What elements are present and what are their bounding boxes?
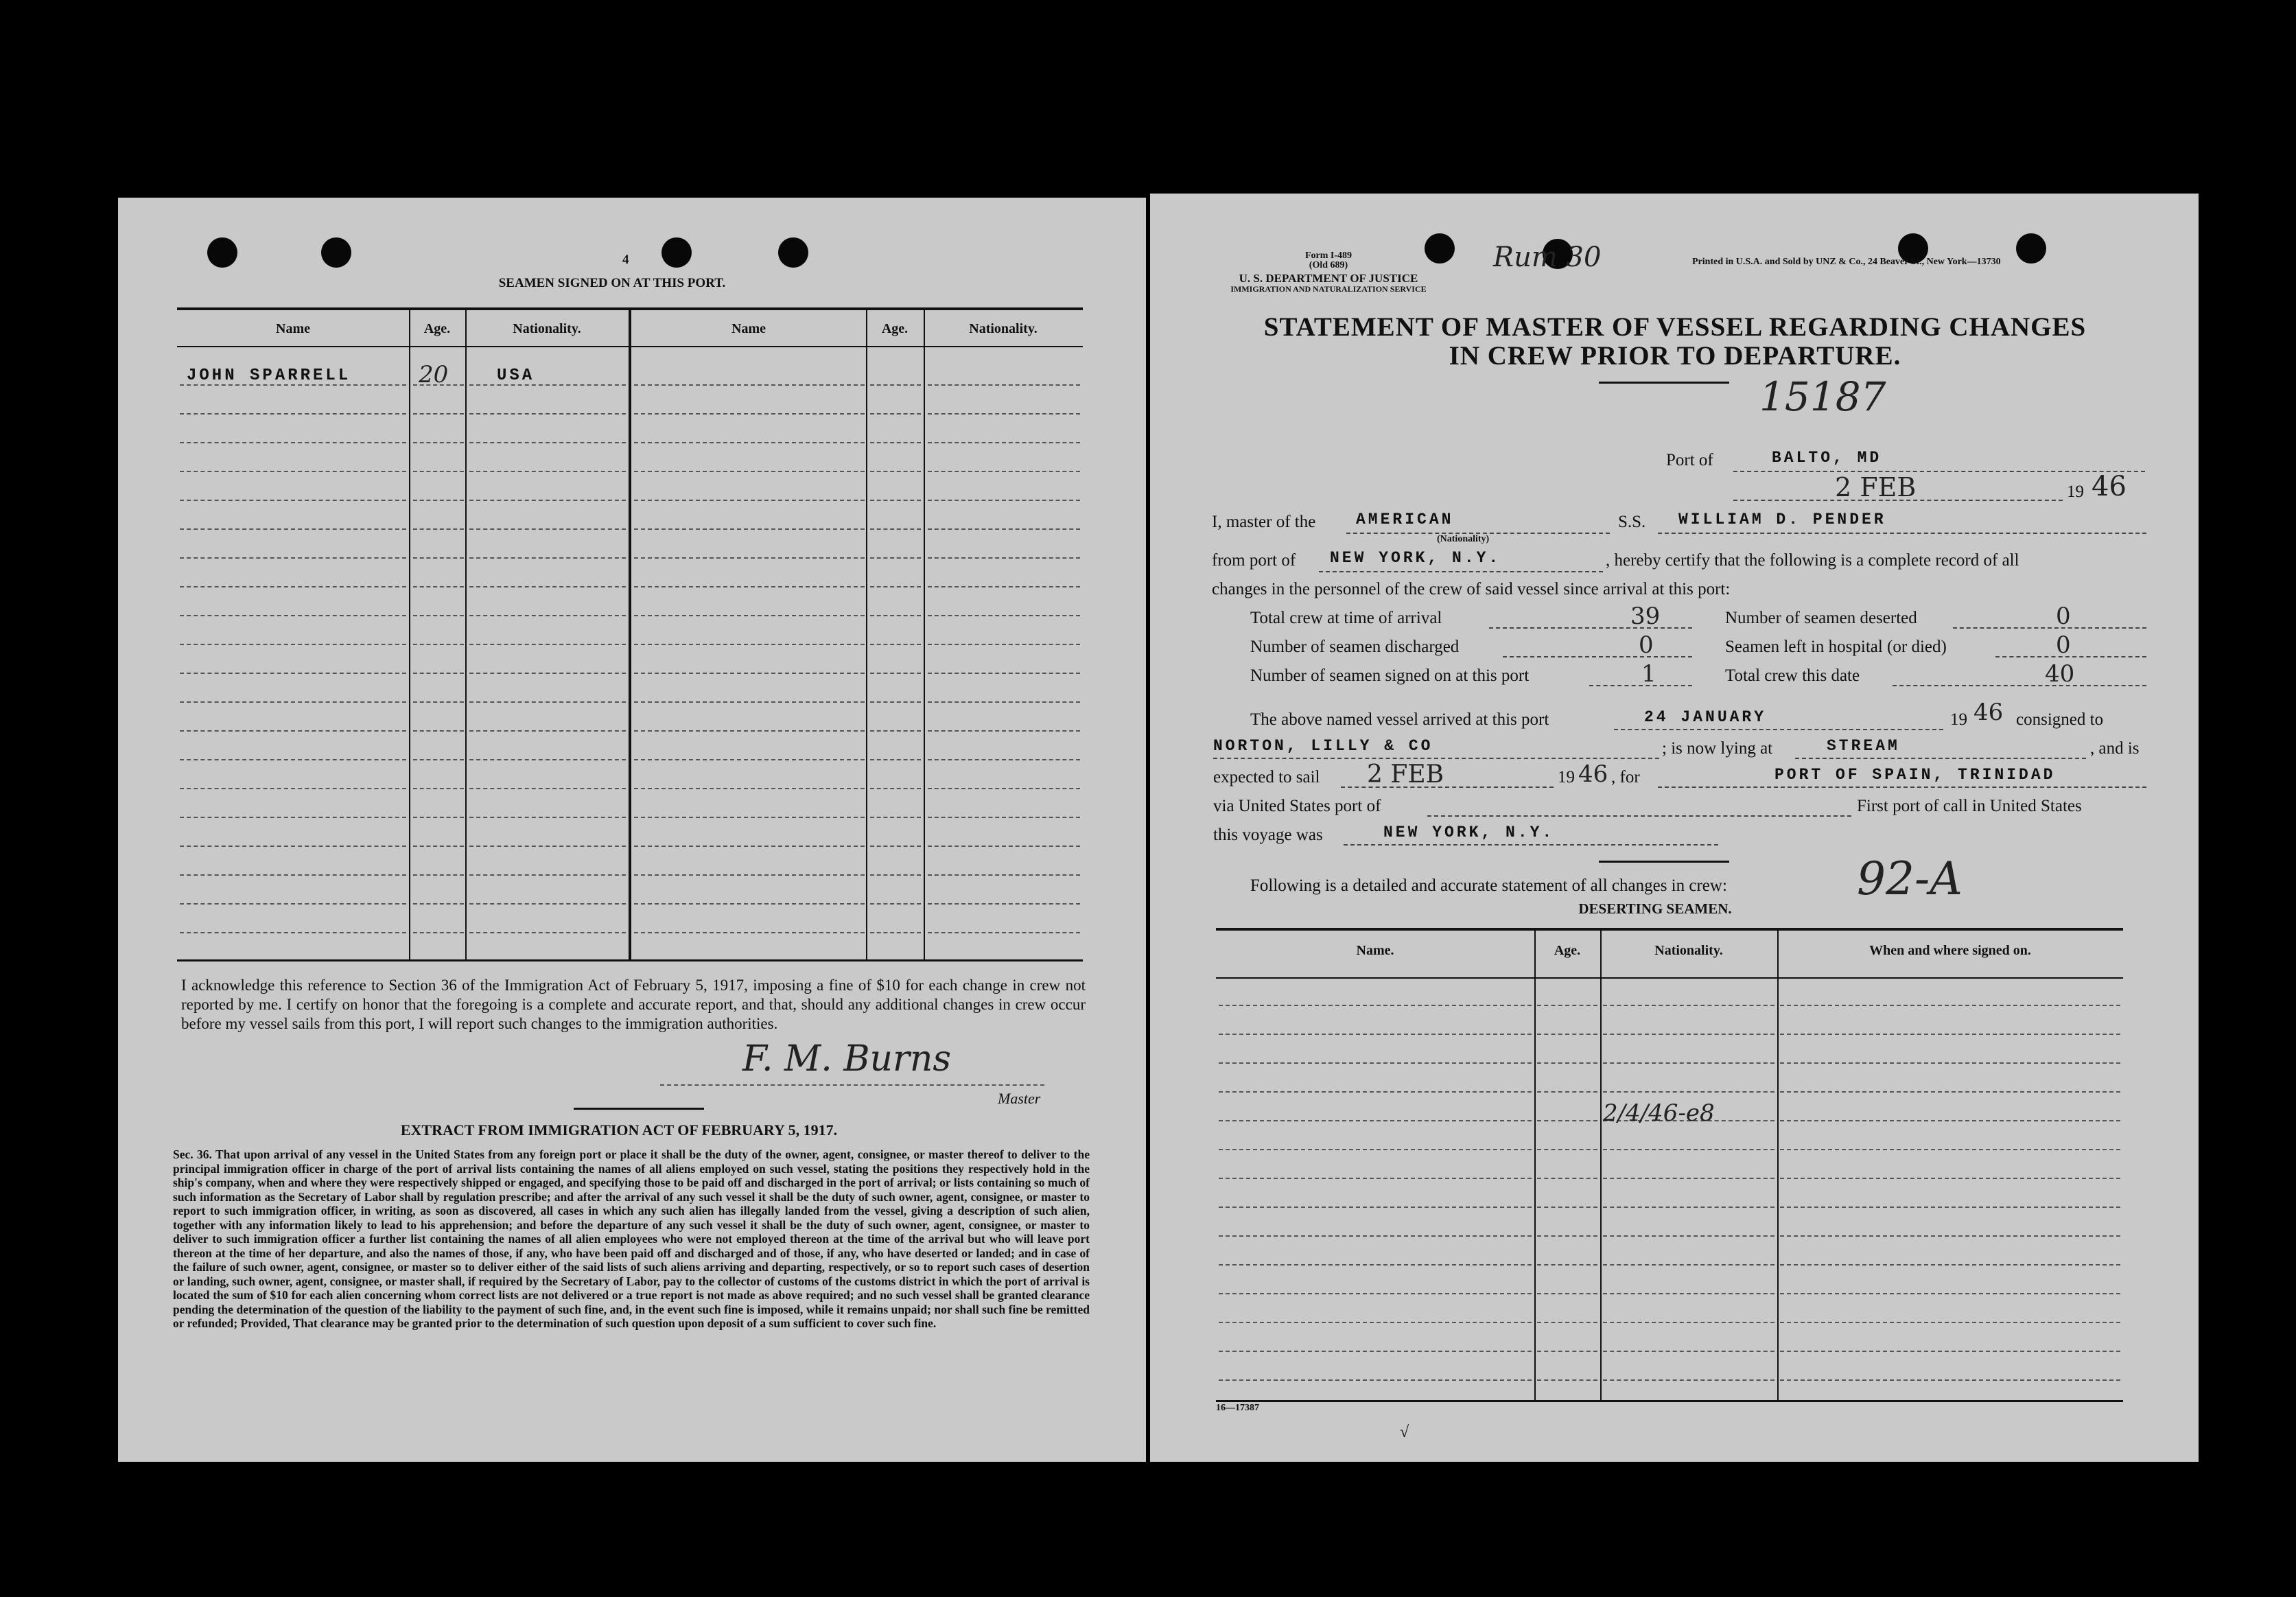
column-divider <box>866 310 867 959</box>
stat-label-arrival: Total crew at time of arrival <box>1250 609 1442 627</box>
destination-value: PORT OF SPAIN, TRINIDAD <box>1774 766 2056 784</box>
row-line <box>634 500 865 501</box>
divider-rule <box>574 1108 704 1110</box>
stat-value-deserted: 0 <box>2056 603 2071 630</box>
row-name: JOHN SPARRELL <box>187 366 351 385</box>
row-line <box>1780 1351 2120 1352</box>
row-line <box>1219 1062 1532 1064</box>
col-header-age: Age. <box>423 321 451 336</box>
col-header-name-2: Name <box>731 321 766 336</box>
row-line <box>634 442 865 443</box>
row-line <box>469 384 626 386</box>
stat-fill-line <box>1995 656 2146 657</box>
stat-label-signed-on: Number of seamen signed on at this port <box>1250 666 1530 685</box>
row-line <box>1537 1322 1597 1323</box>
lying-value: STREAM <box>1827 737 1900 755</box>
row-line <box>469 817 626 818</box>
row-line <box>634 615 865 616</box>
row-line <box>634 817 865 818</box>
row-line <box>870 903 921 905</box>
deserting-col-age: Age. <box>1554 943 1581 958</box>
row-line <box>1780 1034 2120 1035</box>
row-line <box>928 903 1080 905</box>
row-line <box>1537 1149 1597 1150</box>
stat-label-deserted: Number of seamen deserted <box>1725 609 1917 627</box>
row-line <box>180 528 406 530</box>
left-page <box>118 198 1146 1462</box>
handwritten-code: 92-A <box>1857 852 1963 905</box>
signature-title: Master <box>998 1090 1041 1107</box>
stat-value-arrival: 39 <box>1630 603 1661 630</box>
col-header-name: Name <box>276 321 310 336</box>
row-line <box>180 730 406 732</box>
row-line <box>1780 1322 2120 1323</box>
row-line <box>469 701 626 703</box>
following-text: Following is a detailed and accurate statement of all changes in crew: <box>1250 876 1727 895</box>
master-signature: F. M. Burns <box>742 1038 952 1080</box>
row-line <box>928 615 1080 616</box>
row-line <box>469 471 626 472</box>
row-line <box>413 615 464 616</box>
row-line <box>928 874 1080 876</box>
row-line <box>1219 1235 1532 1237</box>
row-line <box>180 471 406 472</box>
port-fill-line <box>1733 471 2145 472</box>
row-line <box>1219 1207 1532 1208</box>
row-line <box>469 759 626 760</box>
form-title-line1: STATEMENT OF MASTER OF VESSEL REGARDING CHANGES <box>1263 312 2087 342</box>
row-line <box>180 759 406 760</box>
row-line <box>928 644 1080 645</box>
arrived-fill-line <box>1614 729 1943 730</box>
ss-label: S.S. <box>1618 513 1646 531</box>
row-line <box>180 586 406 587</box>
row-line <box>413 846 464 847</box>
row-line <box>870 413 921 415</box>
punch-hole <box>2016 233 2046 264</box>
row-line <box>413 673 464 674</box>
row-line <box>1780 1178 2120 1179</box>
row-line <box>1537 1351 1597 1352</box>
row-line <box>1537 1034 1597 1035</box>
deserting-col-name: Name. <box>1356 943 1394 958</box>
row-line <box>413 788 464 789</box>
row-line <box>870 557 921 559</box>
row-line <box>413 442 464 443</box>
column-divider <box>924 310 925 959</box>
row-line <box>413 384 464 386</box>
row-line <box>469 557 626 559</box>
row-line <box>1603 1235 1774 1237</box>
handwritten-top-note: Rum 30 <box>1493 242 1602 273</box>
row-line <box>634 673 865 674</box>
row-line <box>1603 1322 1774 1323</box>
row-line <box>1780 1120 2120 1121</box>
row-line <box>634 384 865 386</box>
voyage-value: NEW YORK, N.Y. <box>1383 824 1555 841</box>
row-line <box>634 471 865 472</box>
punch-hole <box>778 237 808 268</box>
row-line <box>469 932 626 933</box>
form-title-line2: IN CREW PRIOR TO DEPARTURE. <box>1449 341 1901 371</box>
row-line <box>180 557 406 559</box>
row-line <box>469 615 626 616</box>
arrived-year-prefix: 19 <box>1950 710 1967 729</box>
section-title: SEAMEN SIGNED ON AT THIS PORT. <box>498 276 726 290</box>
row-line <box>928 701 1080 703</box>
row-line <box>928 788 1080 789</box>
row-line <box>928 730 1080 732</box>
arrived-label: The above named vessel arrived at this port <box>1250 710 1549 729</box>
row-line <box>928 586 1080 587</box>
row-line <box>1537 1264 1597 1266</box>
row-line <box>469 413 626 415</box>
row-line <box>1219 1091 1532 1093</box>
row-line <box>870 932 921 933</box>
row-line <box>634 413 865 415</box>
footer-code: 16—17387 <box>1216 1403 1259 1413</box>
row-line <box>870 759 921 760</box>
column-divider <box>1600 931 1602 1400</box>
acknowledgment-text: I acknowledge this reference to Section 36 of the Immigration Act of February 5, 1917, imposing a fine of $10 for each change in crew not reported by me. I certify on honor that the foregoing is a complete and accurate report, and that, should any additional changes in crew occur before my vessel sails from this port, I will report such changes to the immigration authorities. <box>181 977 1086 1032</box>
row-age: 20 <box>419 361 449 388</box>
deserting-col-signed-on: When and where signed on. <box>1869 943 2031 958</box>
handwritten-note: 2/4/46-e8 <box>1603 1099 1715 1127</box>
row-line <box>870 500 921 501</box>
row-line <box>469 673 626 674</box>
form-number: Form I-489 <box>1304 250 1352 261</box>
consignee-fill-line <box>1213 758 1659 759</box>
row-line <box>634 874 865 876</box>
via-fill-line <box>1427 815 1851 817</box>
row-line <box>928 557 1080 559</box>
row-line <box>180 413 406 415</box>
row-line <box>1603 1207 1774 1208</box>
deserting-table-top <box>1216 928 2123 931</box>
row-line <box>870 817 921 818</box>
sail-year: 46 <box>1578 760 1608 788</box>
first-port-label: First port of call in United States <box>1857 797 2082 815</box>
page-number: 4 <box>622 253 629 267</box>
consigned-label: consigned to <box>2016 710 2104 729</box>
col-header-nationality: Nationality. <box>513 321 581 336</box>
row-line <box>1219 1322 1532 1323</box>
table-bottom-rule <box>177 959 1083 961</box>
row-line <box>870 874 921 876</box>
changes-text: changes in the personnel of the crew of said vessel since arrival at this port: <box>1212 580 1731 598</box>
row-line <box>1780 1235 2120 1237</box>
row-line <box>1603 1264 1774 1266</box>
row-line <box>870 644 921 645</box>
row-line <box>928 442 1080 443</box>
row-line <box>928 528 1080 530</box>
row-line <box>469 528 626 530</box>
row-line <box>469 846 626 847</box>
row-line <box>1219 1379 1532 1381</box>
form-number-block <box>1260 251 1397 270</box>
row-line <box>1780 1293 2120 1294</box>
row-line <box>870 586 921 587</box>
row-line <box>1603 1351 1774 1352</box>
row-line <box>413 701 464 703</box>
lying-fill-line <box>1795 758 2086 759</box>
port-value: BALTO, MD <box>1772 449 1882 467</box>
stat-label-hospital: Seamen left in hospital (or died) <box>1725 638 1947 656</box>
punch-hole <box>321 237 351 268</box>
stat-fill-line <box>1489 627 1692 629</box>
row-line <box>413 817 464 818</box>
sail-year-prefix: 19 <box>1558 768 1575 786</box>
row-line <box>469 730 626 732</box>
row-line <box>634 932 865 933</box>
row-line <box>180 673 406 674</box>
row-line <box>1537 1207 1597 1208</box>
nationality-value: AMERICAN <box>1356 511 1454 528</box>
row-line <box>928 384 1080 386</box>
row-line <box>870 730 921 732</box>
row-line <box>1603 1034 1774 1035</box>
row-line <box>413 644 464 645</box>
row-line <box>870 471 921 472</box>
certify-text: , hereby certify that the following is a complete record of all <box>1606 551 2019 570</box>
row-line <box>928 932 1080 933</box>
row-line <box>413 932 464 933</box>
row-line <box>870 384 921 386</box>
row-line <box>1603 1149 1774 1150</box>
row-line <box>469 788 626 789</box>
row-line <box>1780 1264 2120 1266</box>
col-header-age-2: Age. <box>881 321 909 336</box>
voyage-label: this voyage was <box>1213 826 1323 844</box>
row-line <box>634 528 865 530</box>
row-line <box>1603 1091 1774 1093</box>
row-line <box>413 586 464 587</box>
stat-value-discharged: 0 <box>1639 631 1654 659</box>
row-line <box>180 701 406 703</box>
row-line <box>1537 1379 1597 1381</box>
extract-text: Sec. 36. That upon arrival of any vessel in the United States from any foreign port or place it shall be the duty of the owner, agent, consignee, or master thereof to deliver to the principal immigration officer in charge of the port of arrival lists containing the names of all aliens employed on such vessel, stating the positions they respectively hold in the ship's company, when and where they were respectively shipped or engaged, and specifying those to be paid off and discharged in the port of arrival; or lists containing so much of such information as the Secretary of Labor shall by regulation prescribe; and after the arrival of any such vessel it shall be the duty of such owner, agent, consignee, or master to report to such immigration officer, in writing, as soon as discovered, all cases in which any such alien has illegally landed from the vessel, giving a description of such alien, together with any information likely to lead to his apprehension; and before the departure of any such vessel it shall be the duty of such owner, agent, consignee, or master to deliver to such immigration officer a further list containing the names of all alien employees who were not employed thereon at the time of the arrival but who will leave port thereon at the time of her departure, and also the names of those, if any, who have been paid off and discharged and of those, if any, who have deserted or landed; and in case of the failure of such owner, agent, consignee, or master so to deliver either of the said lists of such aliens arriving and departing, respectively, or so to report such cases of desertion or landing, such owner, agent, consignee, or master shall, if required by the Secretary of Labor, pay to the collector of customs of the customs district in which the port of arrival is located the sum of $10 for each alien concerning whom correct lists are not delivered or a true report is not made as above required; and no such vessel shall be granted clearance pending the determination of the question of the liability to the payment of such fine, and, in the event such fine is imposed, while it remains unpaid; nor shall such fine be remitted or refunded; Provided, That clearance may be granted prior to the determination of such question upon deposit of a sum sufficient to cover such fine. <box>173 1147 1090 1330</box>
row-line <box>180 384 406 386</box>
row-line <box>1780 1062 2120 1064</box>
row-line <box>870 442 921 443</box>
row-line <box>870 528 921 530</box>
row-line <box>1603 1293 1774 1294</box>
vessel-fill-line <box>1658 533 2146 534</box>
row-line <box>634 759 865 760</box>
deserting-col-nationality: Nationality. <box>1654 943 1723 958</box>
row-line <box>1603 1062 1774 1064</box>
row-line <box>928 846 1080 847</box>
row-line <box>1537 1091 1597 1093</box>
row-line <box>180 903 406 905</box>
stat-value-signed-on: 1 <box>1641 660 1656 688</box>
row-line <box>870 701 921 703</box>
via-label: via United States port of <box>1213 797 1381 815</box>
row-line <box>634 788 865 789</box>
row-nationality: USA <box>497 366 535 385</box>
row-line <box>1219 1178 1532 1179</box>
row-line <box>469 442 626 443</box>
destination-fill-line <box>1658 786 2146 788</box>
department: U. S. DEPARTMENT OF JUSTICE <box>1239 272 1418 285</box>
from-port-fill-line <box>1319 571 1603 572</box>
year-prefix: 19 <box>2067 482 2084 501</box>
row-line <box>180 615 406 616</box>
row-line <box>634 903 865 905</box>
stat-fill-line <box>1893 685 2146 686</box>
arrived-year: 46 <box>1973 699 2004 726</box>
from-port-label: from port of <box>1212 551 1296 570</box>
row-line <box>413 471 464 472</box>
row-line <box>1219 1120 1532 1121</box>
port-label: Port of <box>1666 451 1713 469</box>
row-line <box>928 500 1080 501</box>
row-line <box>1603 1005 1774 1006</box>
row-line <box>1219 1149 1532 1150</box>
stat-fill-line <box>1503 656 1692 657</box>
row-line <box>1537 1005 1597 1006</box>
row-line <box>180 932 406 933</box>
row-line <box>634 644 865 645</box>
signature-line <box>660 1084 1044 1086</box>
master-label: I, master of the <box>1212 513 1316 531</box>
row-line <box>870 615 921 616</box>
deserting-title: DESERTING SEAMEN. <box>1578 900 1732 917</box>
stat-fill-line <box>1589 685 1692 686</box>
row-line <box>413 557 464 559</box>
row-line <box>413 759 464 760</box>
stat-value-total: 40 <box>2045 660 2075 688</box>
row-line <box>928 673 1080 674</box>
row-line <box>1780 1005 2120 1006</box>
row-line <box>413 528 464 530</box>
punch-hole <box>207 237 237 268</box>
stat-label-discharged: Number of seamen discharged <box>1250 638 1460 656</box>
from-port-value: NEW YORK, N.Y. <box>1330 549 1501 567</box>
consignee-value: NORTON, LILLY & CO <box>1213 737 1433 755</box>
row-line <box>413 874 464 876</box>
deserting-table-bottom <box>1216 1400 2123 1402</box>
row-line <box>1219 1005 1532 1006</box>
voyage-fill-line <box>1344 844 1718 846</box>
row-line <box>1780 1149 2120 1150</box>
row-line <box>928 817 1080 818</box>
row-line <box>413 413 464 415</box>
row-line <box>870 788 921 789</box>
extract-title: EXTRACT FROM IMMIGRATION ACT OF FEBRUARY 5, 1917. <box>400 1121 838 1139</box>
stat-label-total: Total crew this date <box>1725 666 1860 685</box>
column-divider <box>409 310 410 959</box>
row-line <box>180 788 406 789</box>
row-line <box>1219 1351 1532 1352</box>
row-line <box>413 500 464 501</box>
form-old: (Old 689) <box>1309 260 1348 270</box>
row-line <box>180 874 406 876</box>
col-header-nationality-2: Nationality. <box>969 321 1038 336</box>
checkmark: √ <box>1400 1423 1409 1441</box>
row-line <box>928 413 1080 415</box>
row-line <box>1537 1235 1597 1237</box>
row-line <box>469 644 626 645</box>
row-line <box>928 471 1080 472</box>
lying-label: ; is now lying at <box>1662 739 1773 758</box>
row-line <box>1219 1264 1532 1266</box>
row-line <box>1780 1207 2120 1208</box>
date-value: 2 FEB <box>1835 472 1917 502</box>
arrived-value: 24 JANUARY <box>1644 708 1767 726</box>
row-line <box>469 903 626 905</box>
title-rule <box>1599 382 1729 384</box>
row-line <box>870 673 921 674</box>
year-value: 46 <box>2092 471 2127 502</box>
row-line <box>180 644 406 645</box>
row-line <box>1537 1293 1597 1294</box>
punch-hole <box>1425 233 1455 264</box>
punch-hole <box>661 237 692 268</box>
row-line <box>413 730 464 732</box>
row-line <box>469 586 626 587</box>
row-line <box>413 903 464 905</box>
row-line <box>634 557 865 559</box>
deserting-table-header-rule <box>1216 977 2123 979</box>
row-line <box>1603 1178 1774 1179</box>
row-line <box>1603 1379 1774 1381</box>
row-line <box>1219 1034 1532 1035</box>
row-line <box>180 817 406 818</box>
row-line <box>469 500 626 501</box>
column-divider <box>1777 931 1779 1400</box>
and-is-text: , and is <box>2090 739 2140 758</box>
row-line <box>634 846 865 847</box>
column-divider <box>465 310 467 959</box>
service: IMMIGRATION AND NATURALIZATION SERVICE <box>1230 284 1427 294</box>
sail-label: expected to sail <box>1213 768 1320 786</box>
row-line <box>1537 1062 1597 1064</box>
row-line <box>469 874 626 876</box>
right-page <box>1150 194 2199 1462</box>
row-line <box>1219 1293 1532 1294</box>
row-line <box>634 730 865 732</box>
stat-fill-line <box>1953 627 2146 629</box>
sail-value: 2 FEB <box>1367 760 1444 789</box>
vessel-value: WILLIAM D. PENDER <box>1678 511 1886 528</box>
row-line <box>634 586 865 587</box>
row-line <box>1780 1091 2120 1093</box>
divider-rule <box>1599 861 1729 863</box>
row-line <box>1537 1120 1597 1121</box>
printer-line: Printed in U.S.A. and Sold by UNZ & Co., 24 Beaver St., New York—13730 <box>1692 257 2001 267</box>
handwritten-number: 15187 <box>1759 373 1886 420</box>
for-label: , for <box>1611 768 1640 786</box>
nationality-caption: (Nationality) <box>1437 534 1490 544</box>
row-line <box>634 701 865 703</box>
stat-value-hospital: 0 <box>2056 631 2071 659</box>
column-divider <box>629 310 631 959</box>
row-line <box>180 846 406 847</box>
row-line <box>870 846 921 847</box>
row-line <box>1780 1379 2120 1381</box>
row-line <box>1537 1178 1597 1179</box>
row-line <box>180 442 406 443</box>
row-line <box>928 759 1080 760</box>
row-line <box>180 500 406 501</box>
column-divider <box>1534 931 1536 1400</box>
